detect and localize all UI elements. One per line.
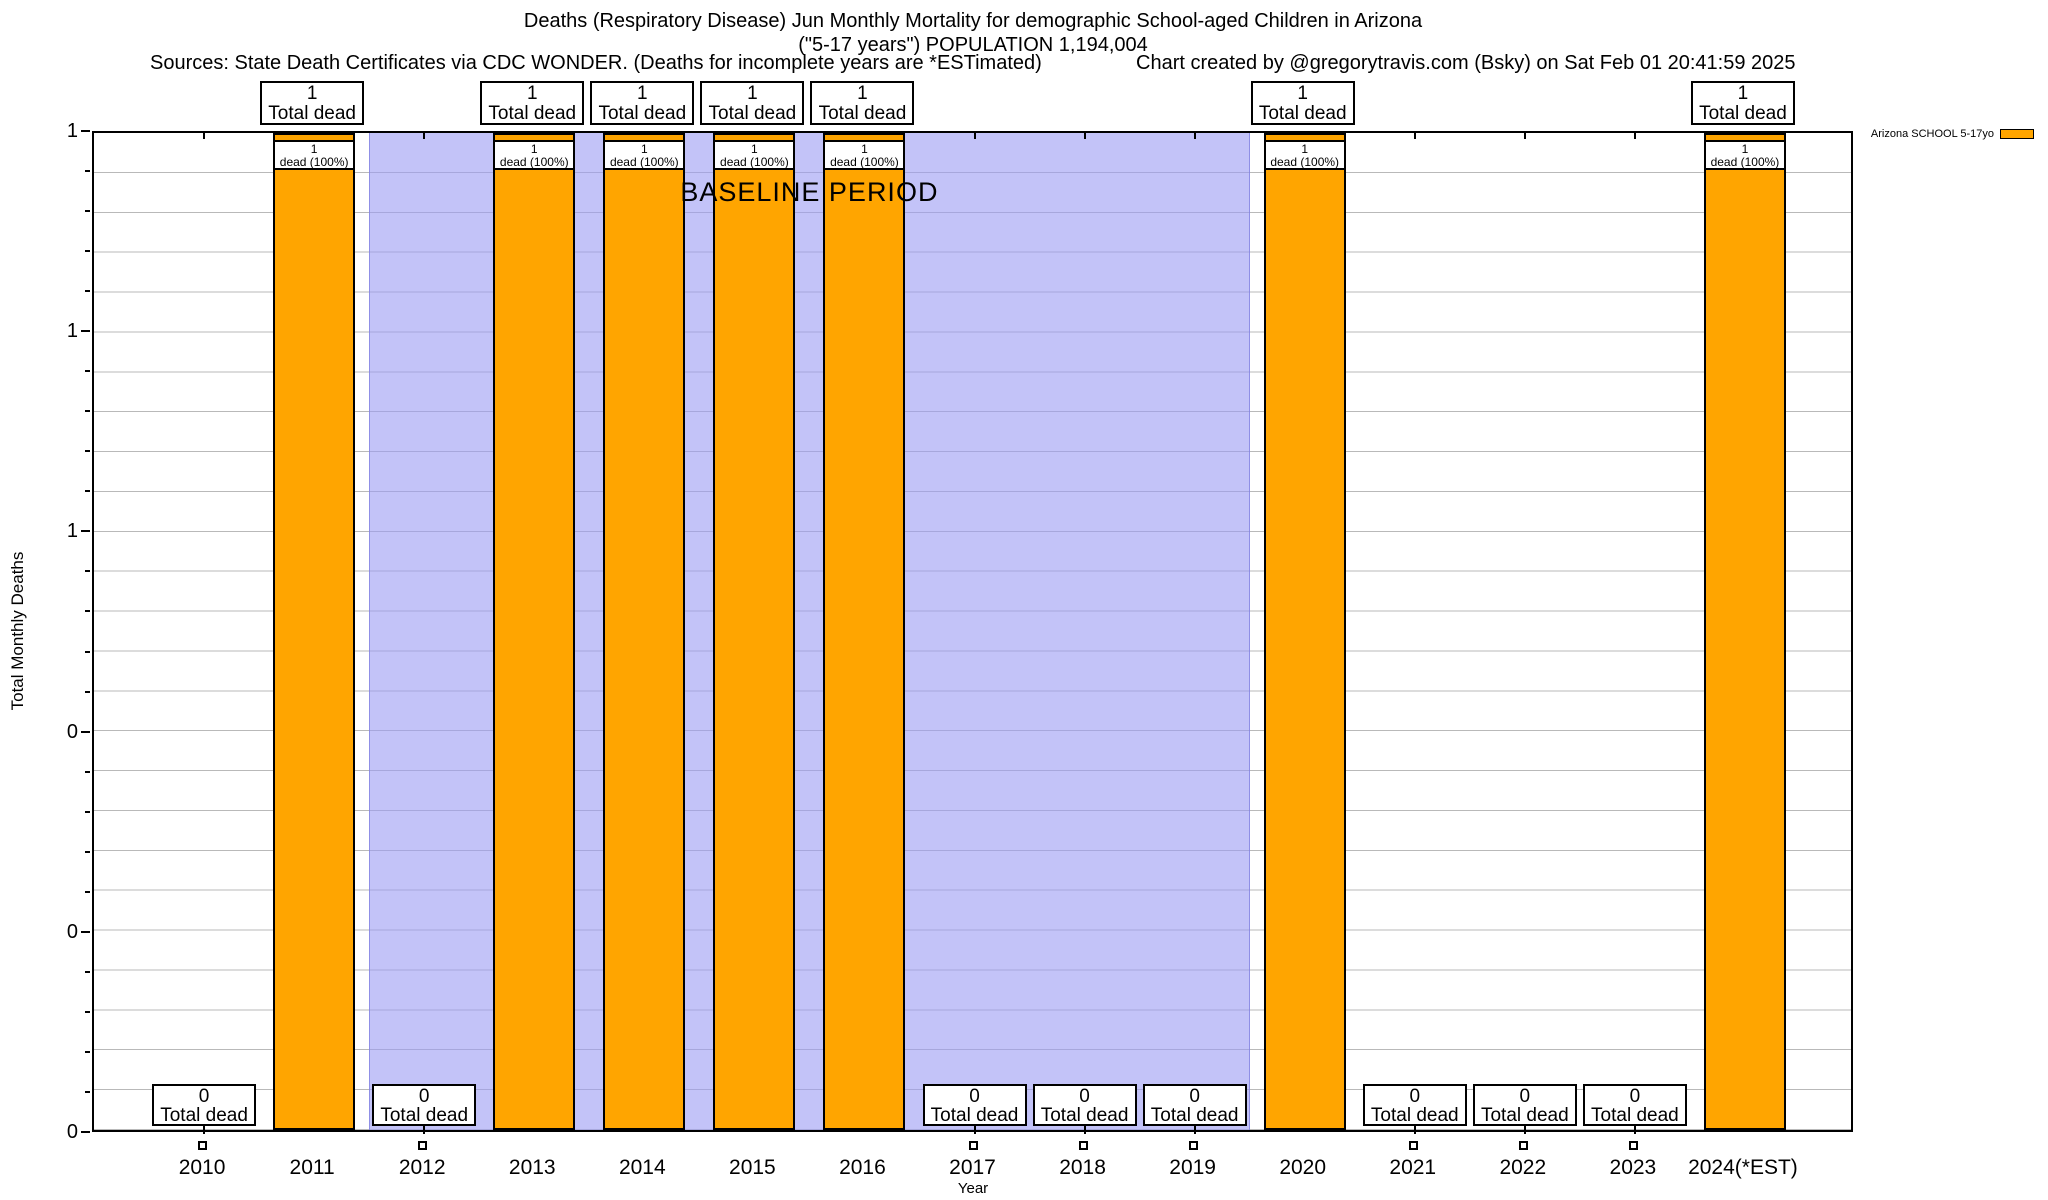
zero-box-connector-2018	[1084, 1126, 1086, 1134]
year-tick-label-2011: 2011	[289, 1156, 335, 1179]
zero-point-marker-2012	[418, 1141, 427, 1150]
year-tick-label-2010: 2010	[178, 1156, 226, 1179]
x-tick-top-2017	[974, 133, 976, 139]
total-dead-box-2014: 1 Total dead	[590, 81, 694, 125]
y-major-tick-4	[81, 931, 90, 933]
zero-point-marker-2018	[1079, 1141, 1088, 1150]
year-tick-label-2017: 2017	[949, 1156, 996, 1179]
y-major-tick-3	[81, 731, 90, 733]
y-tick-label-3: 0	[66, 720, 78, 743]
y-minor-tick-21	[85, 971, 90, 973]
zero-point-marker-2017	[969, 1141, 978, 1150]
legend-color-swatch-icon	[2000, 129, 2034, 139]
zero-point-marker-2019	[1189, 1141, 1198, 1150]
y-tick-label-4: 0	[66, 920, 78, 943]
zero-point-marker-2010	[198, 1141, 207, 1150]
total-dead-box-2024: 1 Total dead	[1691, 81, 1795, 125]
x-tick-top-2019	[1194, 133, 1196, 139]
y-major-tick-0	[81, 130, 90, 132]
y-minor-tick-13	[85, 651, 90, 653]
year-tick-label-2013: 2013	[508, 1156, 556, 1179]
y-minor-tick-23	[85, 1051, 90, 1053]
y-tick-label-0: 1	[66, 120, 78, 142]
zero-box-connector-2010	[203, 1126, 205, 1134]
zero-dead-box-2021: 0 Total dead	[1363, 1084, 1467, 1126]
y-minor-tick-22	[85, 1011, 90, 1013]
year-tick-label-2018: 2018	[1059, 1156, 1106, 1179]
y-minor-tick-1	[85, 170, 90, 172]
y-minor-tick-4	[85, 290, 90, 292]
zero-box-connector-2012	[423, 1126, 425, 1134]
y-minor-tick-6	[85, 370, 90, 372]
bar-2011	[273, 133, 355, 1130]
bar-value-box-2013: 1 dead (100%)	[493, 140, 575, 170]
bar-value-box-2015: 1 dead (100%)	[713, 140, 795, 170]
year-tick-label-2020: 2020	[1279, 1156, 1327, 1179]
x-axis-label: Year	[957, 1180, 989, 1197]
zero-box-connector-2017	[974, 1126, 976, 1134]
zero-box-connector-2022	[1524, 1126, 1526, 1134]
y-major-tick-5	[81, 1131, 90, 1133]
bar-value-box-2024: 1 dead (100%)	[1704, 140, 1786, 170]
y-minor-tick-14	[85, 691, 90, 693]
y-major-tick-2	[81, 530, 90, 532]
bar-2020	[1264, 133, 1346, 1130]
y-tick-label-2: 1	[66, 520, 78, 543]
y-minor-tick-3	[85, 250, 90, 252]
year-tick-label-2012: 2012	[398, 1156, 446, 1179]
year-tick-label-2019: 2019	[1169, 1156, 1216, 1179]
zero-box-connector-2019	[1194, 1126, 1196, 1134]
total-dead-box-2016: 1 Total dead	[810, 81, 914, 125]
y-tick-label-5: 0	[66, 1121, 78, 1143]
year-tick-label-2022: 2022	[1499, 1156, 1547, 1179]
y-tick-label-1: 1	[66, 320, 78, 343]
y-minor-tick-11	[85, 570, 90, 572]
chart-title-line2: ("5-17 years") POPULATION 1,194,004	[798, 34, 1148, 56]
x-tick-top-2010	[203, 133, 205, 139]
x-tick-top-2012	[423, 133, 425, 139]
bar-value-box-2014: 1 dead (100%)	[603, 140, 685, 170]
y-minor-tick-24	[85, 1091, 90, 1093]
zero-dead-box-2022: 0 Total dead	[1473, 1084, 1577, 1126]
y-axis-label: Total Monthly Deaths	[8, 551, 27, 711]
chart-credit: Chart created by @gregorytravis.com (Bsky) on Sat Feb 01 20:41:59 2025	[1136, 52, 1796, 74]
bar-value-box-2020: 1 dead (100%)	[1264, 140, 1346, 170]
year-tick-label-2024: 2024(*EST)	[1688, 1156, 1798, 1179]
zero-point-marker-2022	[1519, 1141, 1528, 1150]
y-minor-tick-18	[85, 851, 90, 853]
y-minor-tick-16	[85, 771, 90, 773]
legend	[1871, 128, 2034, 140]
year-tick-label-2021: 2021	[1389, 1156, 1437, 1179]
total-dead-box-2011: 1 Total dead	[260, 81, 364, 125]
total-dead-box-2013: 1 Total dead	[480, 81, 584, 125]
y-minor-tick-7	[85, 410, 90, 412]
sources-note: Sources: State Death Certificates via CDC WONDER. (Deaths for incomplete years are *ESTimated)	[150, 52, 1042, 74]
zero-dead-box-2010: 0 Total dead	[152, 1084, 256, 1126]
bar-2013	[493, 133, 575, 1130]
y-minor-tick-2	[85, 210, 90, 212]
bar-value-box-2016: 1 dead (100%)	[823, 140, 905, 170]
y-minor-tick-9	[85, 490, 90, 492]
year-tick-label-2023: 2023	[1609, 1156, 1657, 1179]
bar-2015	[713, 133, 795, 1130]
zero-point-marker-2023	[1629, 1141, 1638, 1150]
y-major-tick-1	[81, 330, 90, 332]
x-tick-top-2022	[1524, 133, 1526, 139]
total-dead-box-2015: 1 Total dead	[700, 81, 804, 125]
year-tick-label-2016: 2016	[839, 1156, 886, 1179]
y-minor-tick-8	[85, 450, 90, 452]
bar-2024	[1704, 133, 1786, 1130]
bar-value-box-2011: 1 dead (100%)	[273, 140, 355, 170]
legend-series-label: Arizona SCHOOL 5-17yo	[1870, 128, 1994, 140]
bar-2016	[823, 133, 905, 1130]
zero-dead-box-2017: 0 Total dead	[923, 1084, 1027, 1126]
y-minor-tick-19	[85, 891, 90, 893]
zero-point-marker-2021	[1409, 1141, 1418, 1150]
x-tick-top-2018	[1084, 133, 1086, 139]
x-tick-top-2023	[1634, 133, 1636, 139]
zero-dead-box-2012: 0 Total dead	[372, 1084, 476, 1126]
zero-dead-box-2019: 0 Total dead	[1143, 1084, 1247, 1126]
total-dead-box-2020: 1 Total dead	[1251, 81, 1355, 125]
x-tick-top-2021	[1414, 133, 1416, 139]
plot-area	[92, 131, 1853, 1132]
year-tick-label-2014: 2014	[618, 1156, 666, 1179]
zero-dead-box-2023: 0 Total dead	[1583, 1084, 1687, 1126]
y-minor-tick-12	[85, 610, 90, 612]
baseline-period-label: BASELINE PERIOD	[680, 177, 939, 207]
zero-box-connector-2023	[1634, 1126, 1636, 1134]
zero-box-connector-2021	[1414, 1126, 1416, 1134]
chart-title-line1: Deaths (Respiratory Disease) Jun Monthly Mortality for demographic School-aged Children in Arizona	[523, 10, 1423, 32]
bar-2014	[603, 133, 685, 1130]
year-tick-label-2015: 2015	[729, 1156, 776, 1179]
y-minor-tick-17	[85, 811, 90, 813]
zero-dead-box-2018: 0 Total dead	[1033, 1084, 1137, 1126]
